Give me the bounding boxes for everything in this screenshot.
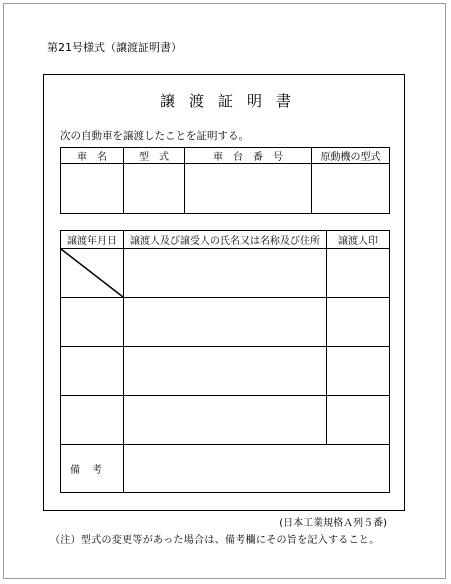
transfer-header-row	[61, 231, 390, 249]
header-seal: 譲渡人印	[327, 231, 390, 249]
engine-model-cell[interactable]	[312, 164, 390, 214]
transfer-row	[61, 396, 390, 445]
footnote: （注）型式の変更等があった場合は、備考欄にその旨を記入すること。	[50, 535, 380, 546]
seal-cell[interactable]	[327, 298, 390, 347]
header-parties: 譲渡人及び譲受人の氏名又は名称及び住所	[124, 231, 327, 249]
header-transfer-date: 譲渡年月日	[61, 231, 124, 249]
header-chassis-number: 車 台 番 号	[185, 148, 312, 164]
transfer-table	[60, 230, 390, 493]
transfer-date-cell[interactable]	[61, 347, 124, 396]
seal-cell[interactable]	[327, 396, 390, 445]
certification-statement: 次の自動車を譲渡したことを証明する。	[60, 130, 249, 142]
model-cell[interactable]	[124, 164, 185, 214]
transfer-row	[61, 298, 390, 347]
remarks-cell[interactable]	[124, 445, 390, 493]
remarks-label: 備考	[61, 445, 124, 493]
parties-cell[interactable]	[124, 396, 327, 445]
vehicle-table	[60, 147, 390, 214]
vehicle-data-row	[61, 164, 390, 214]
header-model: 型 式	[124, 148, 185, 164]
transfer-row	[61, 347, 390, 396]
seal-cell[interactable]	[327, 249, 390, 298]
remarks-row	[61, 445, 390, 493]
document-title: 譲渡証明書	[159, 92, 305, 110]
vehicle-header-row	[61, 148, 390, 164]
transfer-row	[61, 249, 390, 298]
diagonal-line	[61, 249, 123, 297]
seal-cell[interactable]	[327, 347, 390, 396]
parties-cell[interactable]	[124, 249, 327, 298]
transfer-date-cell[interactable]	[61, 298, 124, 347]
form-id: 第21号様式（譲渡証明書）	[47, 41, 182, 54]
parties-cell[interactable]	[124, 347, 327, 396]
header-vehicle-name: 車 名	[61, 148, 124, 164]
transfer-date-cell[interactable]	[61, 396, 124, 445]
transfer-date-cell-crossed	[61, 249, 124, 298]
paper-standard: (日本工業規格Ａ列５番)	[279, 518, 387, 529]
header-engine-model: 原動機の型式	[312, 148, 390, 164]
chassis-number-cell[interactable]	[185, 164, 312, 214]
parties-cell[interactable]	[124, 298, 327, 347]
vehicle-name-cell[interactable]	[61, 164, 124, 214]
